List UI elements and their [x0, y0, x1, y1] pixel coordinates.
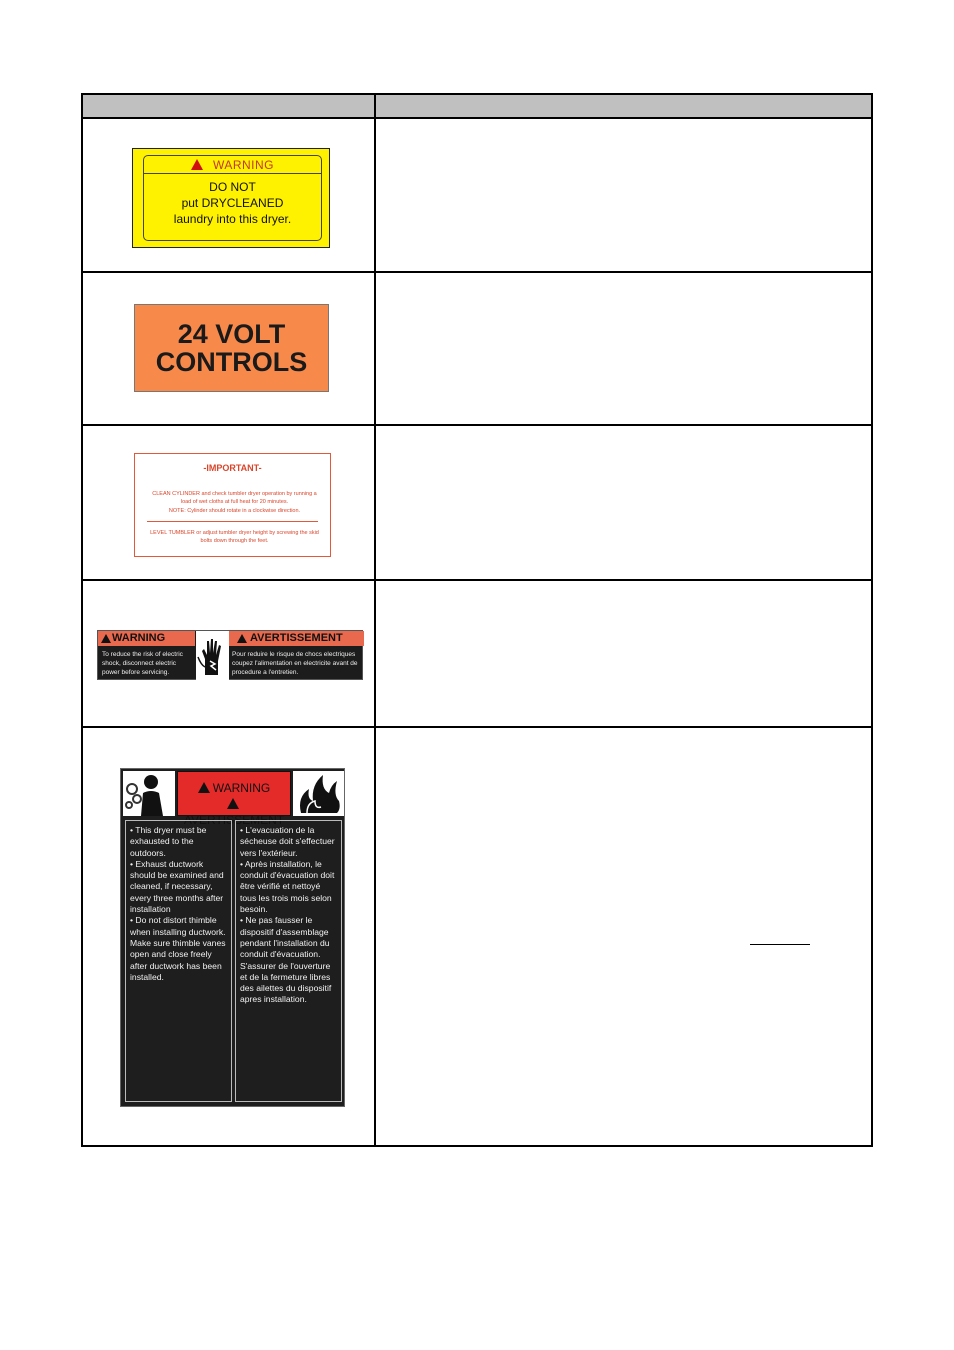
important-clean-cylinder: CLEAN CYLINDER and check tumbler dryer operation by running a load of wet cloths at full heat for 20 minutes. — [152, 491, 317, 505]
drycleaned-warning-label — [132, 148, 330, 248]
important-note: NOTE: Cylinder should rotate in a clockwise direction. — [168, 508, 301, 514]
french-instruction: • L'evacuation de la sécheuse doit s'effectuer vers l'extérieur. — [240, 825, 335, 858]
warning-triangle-icon — [227, 798, 239, 809]
row-divider — [83, 726, 871, 728]
warning-triangle-icon — [237, 634, 247, 643]
important-label — [134, 453, 331, 557]
important-level-tumbler: LEVEL TUMBLER or adjust tumbler dryer height by screwing the skid bolts down through the feet. — [150, 530, 319, 544]
label-text-line: put DRYCLEANED — [181, 196, 284, 210]
label-text-line: laundry into this dryer. — [173, 212, 292, 226]
row-divider — [83, 424, 871, 426]
label-french-text: Pour reduire le risque de chocs electriques coupez l'alimentation en electricite avant de procedure a l'entretien. — [232, 651, 358, 676]
label-avertissement-title: AVERTISSEMENT — [250, 632, 343, 644]
english-instruction: • This dryer must be exhausted to the outdoors. — [130, 825, 207, 858]
electric-shock-warning-label — [97, 630, 363, 680]
french-instruction: • Après installation, le conduit d'évacuation doit être vérifié et nettoyé tous les trois mois selon besoin. — [240, 858, 335, 915]
label-warning-title: WARNING — [112, 632, 166, 644]
warning-header-box — [177, 771, 291, 827]
label-text-line: 24 VOLT — [177, 319, 286, 349]
fire-icon — [293, 771, 344, 816]
label-text-line: CONTROLS — [155, 347, 308, 377]
english-instruction: • Exhaust ductwork should be examined and cleaned, if necessary, every three months after installation — [130, 858, 224, 915]
24-volt-controls-label — [134, 304, 329, 392]
table-header — [83, 95, 871, 119]
warning-triangle-icon — [198, 782, 210, 793]
french-instruction: • Ne pas fausser le dispositif d'assemblage pendant l'installation du conduit d'évacuation. S'assurer de l'ouverture et de la fermeture libres des ailettes du dispositif apres installation. — [240, 915, 332, 1005]
column-divider — [374, 95, 376, 1145]
label-warning-title: WARNING — [212, 781, 271, 795]
fumes-person-icon — [123, 771, 175, 816]
english-instruction: • Do not distort thimble when installing ductwork. Make sure thimble vanes open and close freely after ductwork has been installed. — [130, 915, 226, 982]
label-avertissement-title: AVERTISSEMENT — [183, 813, 285, 827]
exhaust-warning-label — [120, 768, 345, 1107]
warning-triangle-icon — [191, 159, 203, 170]
underline-mark — [750, 944, 810, 945]
warning-triangle-icon — [101, 634, 111, 643]
important-title: -IMPORTANT- — [203, 463, 262, 473]
row-divider — [83, 579, 871, 581]
label-english-text: To reduce the risk of electric shock, disconnect electric power before servicing. — [102, 651, 183, 676]
label-table — [81, 93, 873, 1147]
label-warning-title: WARNING — [212, 158, 275, 172]
electric-shock-hand-icon — [196, 631, 229, 681]
label-text-line: DO NOT — [209, 180, 256, 194]
row-divider — [83, 271, 871, 273]
